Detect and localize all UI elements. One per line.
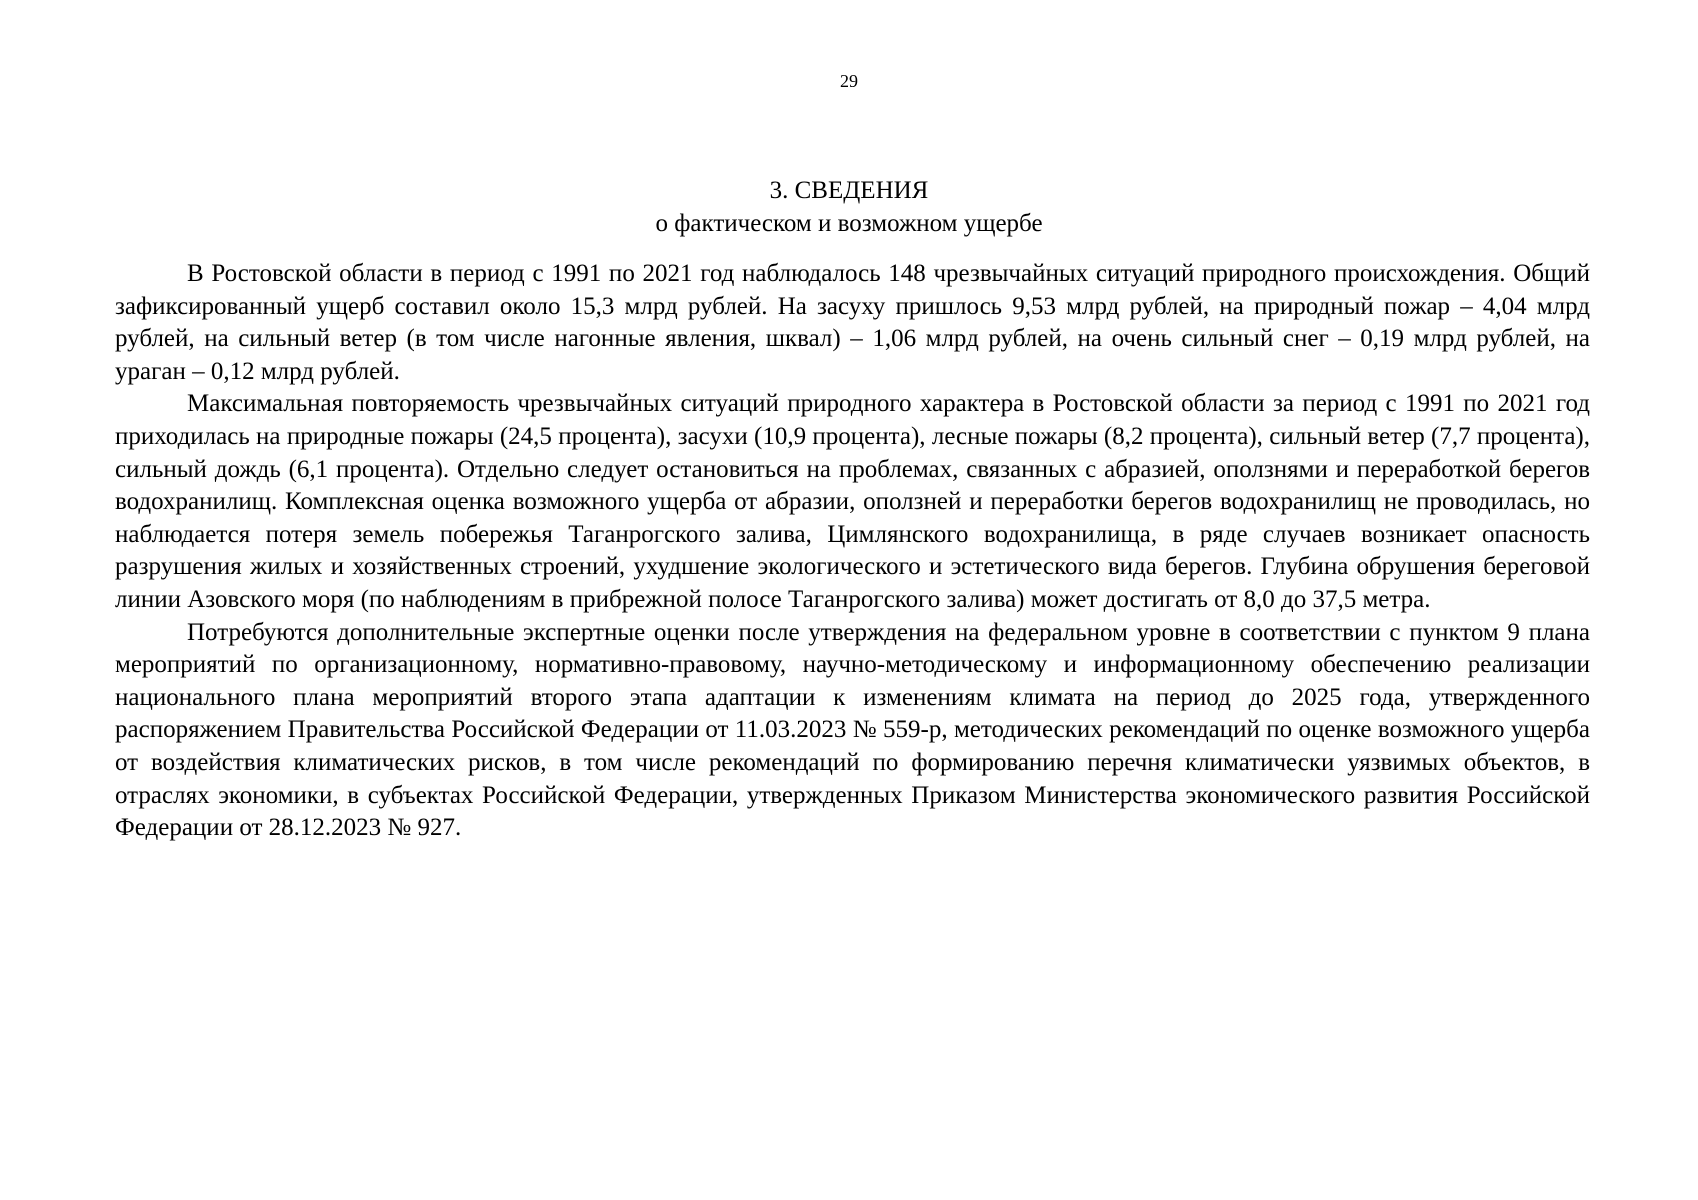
paragraph-expert-assessment: Потребуются дополнительные экспертные оценки после утверждения на федеральном уровне в соответствии с пунктом 9 плана мероприятий по организационному, нормативно-правовому, научно-методическому и информационному обеспечению реализации национального плана мероприятий второго этапа адаптации к изменениям климата на период до 2025 года, утвержденного распоряжением Правительства Российской Федерации от 11.03.2023 № 559-р, методических рекомендаций по оценке возможного ущерба от воздействия климатических рисков, в том числе рекомендаций по формированию перечня климатически уязвимых объектов, в отраслях экономики, в субъектах Российской Федерации, утвержденных Приказом Министерства экономического развития Российской Федерации от 28.12.2023 № 927. (115, 618, 1590, 842)
section-subtitle: о фактическом и возможном ущербе (655, 210, 1043, 237)
page-number: 29 (840, 71, 858, 91)
paragraph-recurrence: Максимальная повторяемость чрезвычайных ситуаций природного характера в Ростовской области за период с 1991 по 2021 год приходилась на природные пожары (24,5 процента), засухи (10,9 процента), лесные пожары (8,2 процента), сильный ветер (7,7 процента), сильный дождь (6,1 процента). Отдельно следует остановиться на проблемах, связанных с абразией, оползнями и переработкой берегов водохранилищ. Комплексная оценка возможного ущерба от абразии, оползней и переработки берегов водохранилищ не проводилась, но наблюдается потеря земель побережья Таганрогского залива, Цимлянского водохранилища, в ряде случаев возникает опасность разрушения жилых и хозяйственных строений, ухудшение экологического и эстетического вида берегов. Глубина обрушения береговой линии Азовского моря (по наблюдениям в прибрежной полосе Таганрогского залива) может достигать от 8,0 до 37,5 метра. (115, 390, 1590, 613)
paragraph-damage-summary: В Ростовской области в период с 1991 по 2021 год наблюдалось 148 чрезвычайных ситуаций природного происхождения. Общий зафиксированный ущерб составил около 15,3 млрд рублей. На засуху пришлось 9,53 млрд рублей, на природный пожар – 4,04 млрд рублей, на сильный ветер (в том числе нагонные явления, шквал) – 1,06 млрд рублей, на очень сильный снег – 0,19 млрд рублей, на ураган – 0,12 млрд рублей. (115, 260, 1590, 385)
section-title: 3. СВЕДЕНИЯ (769, 177, 929, 204)
section-heading (0, 174, 1698, 240)
body-text (115, 258, 1590, 845)
